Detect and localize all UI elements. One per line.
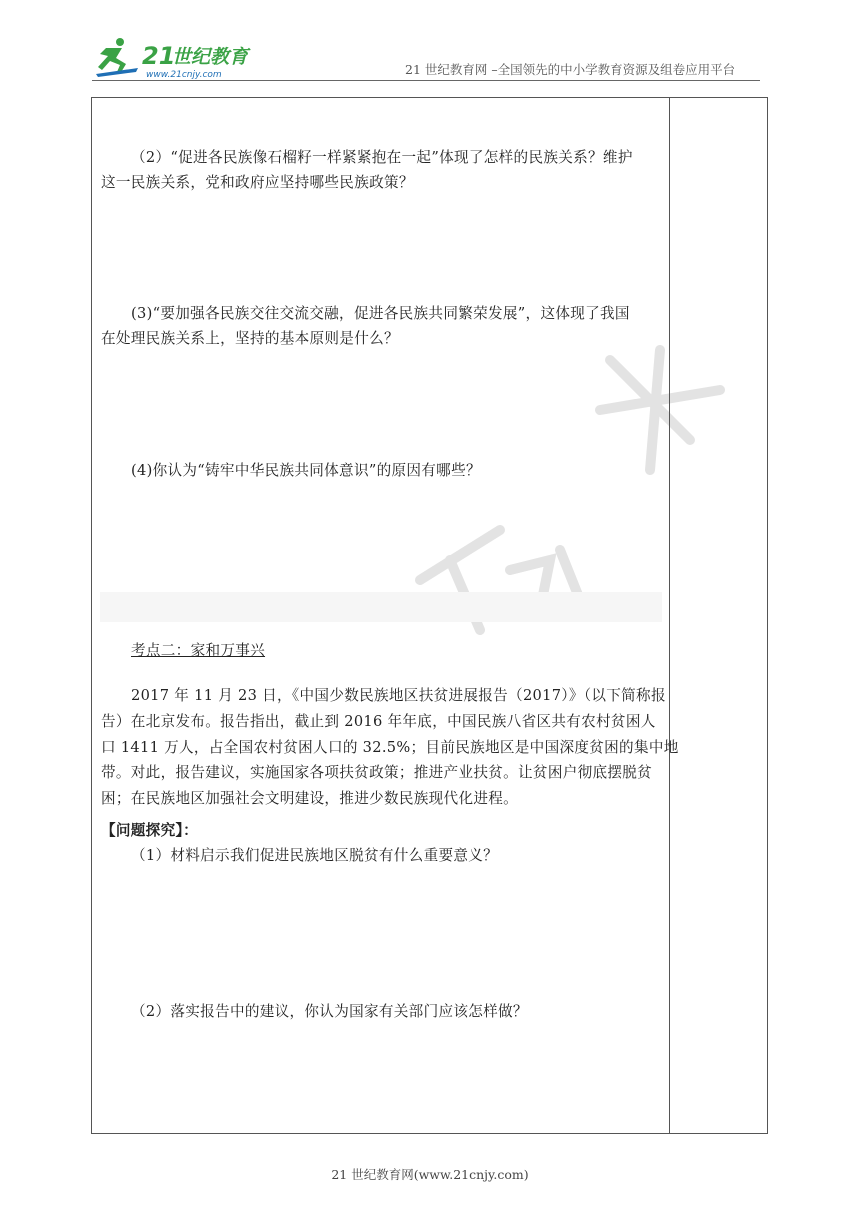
svg-text:世纪教育: 世纪教育 [172, 46, 249, 68]
question-2-line-2: 这一民族关系，党和政府应坚持哪些民族政策？ [101, 174, 414, 191]
page-footer: 21 世纪教育网(www.21cnjy.com) [331, 1167, 529, 1182]
section-title: 考点二：家和万事兴 [131, 642, 266, 659]
question-3-line-2: 在处理民族关系上，坚持的基本原则是什么？ [101, 330, 399, 347]
material-line-3: 口 1411 万人，占全国农村贫困人口的 32.5%；目前民族地区是中国深度贫困的集中地 [101, 739, 679, 756]
column-divider [669, 98, 670, 1133]
worksheet-table [91, 97, 768, 1134]
site-logo [92, 34, 262, 82]
inquiry-question-2: （2）落实报告中的建议，你认为国家有关部门应该怎样做？ [131, 1003, 528, 1020]
question-4: (4)你认为“铸牢中华民族共同体意识”的原因有哪些？ [131, 462, 481, 479]
material-line-2: 告）在北京发布。报告指出，截止到 2016 年年底，中国民族八省区共有农村贫困人 [101, 713, 656, 730]
material-line-5: 困；在民族地区加强社会文明建设，推进少数民族现代化进程。 [101, 790, 519, 807]
material-line-1: 2017 年 11 月 23 日，《中国少数民族地区扶贫进展报告（2017）》（以下简称报 [131, 687, 666, 704]
page-header [0, 0, 860, 90]
material-line-4: 带。对此，报告建议，实施国家各项扶贫政策；推进产业扶贫。让贫困户彻底摆脱贫 [101, 764, 653, 781]
inquiry-question-1: （1）材料启示我们促进民族地区脱贫有什么重要意义？ [131, 847, 499, 864]
question-3-line-1: (3)“要加强各民族交往交流交融，促进各民族共同繁荣发展”，这体现了我国 [131, 305, 630, 322]
logo-url-text: www.21cnjy.com [146, 70, 222, 80]
svg-text:21: 21 [142, 42, 176, 70]
question-2-line-1: （2）“促进各民族像石榴籽一样紧紧抱在一起”体现了怎样的民族关系？维护 [131, 149, 633, 166]
site-tagline: 21 世纪教育网 –全国领先的中小学教育资源及组卷应用平台 [405, 62, 736, 77]
inquiry-label: 【问题探究】： [101, 822, 198, 839]
header-divider [92, 80, 760, 81]
